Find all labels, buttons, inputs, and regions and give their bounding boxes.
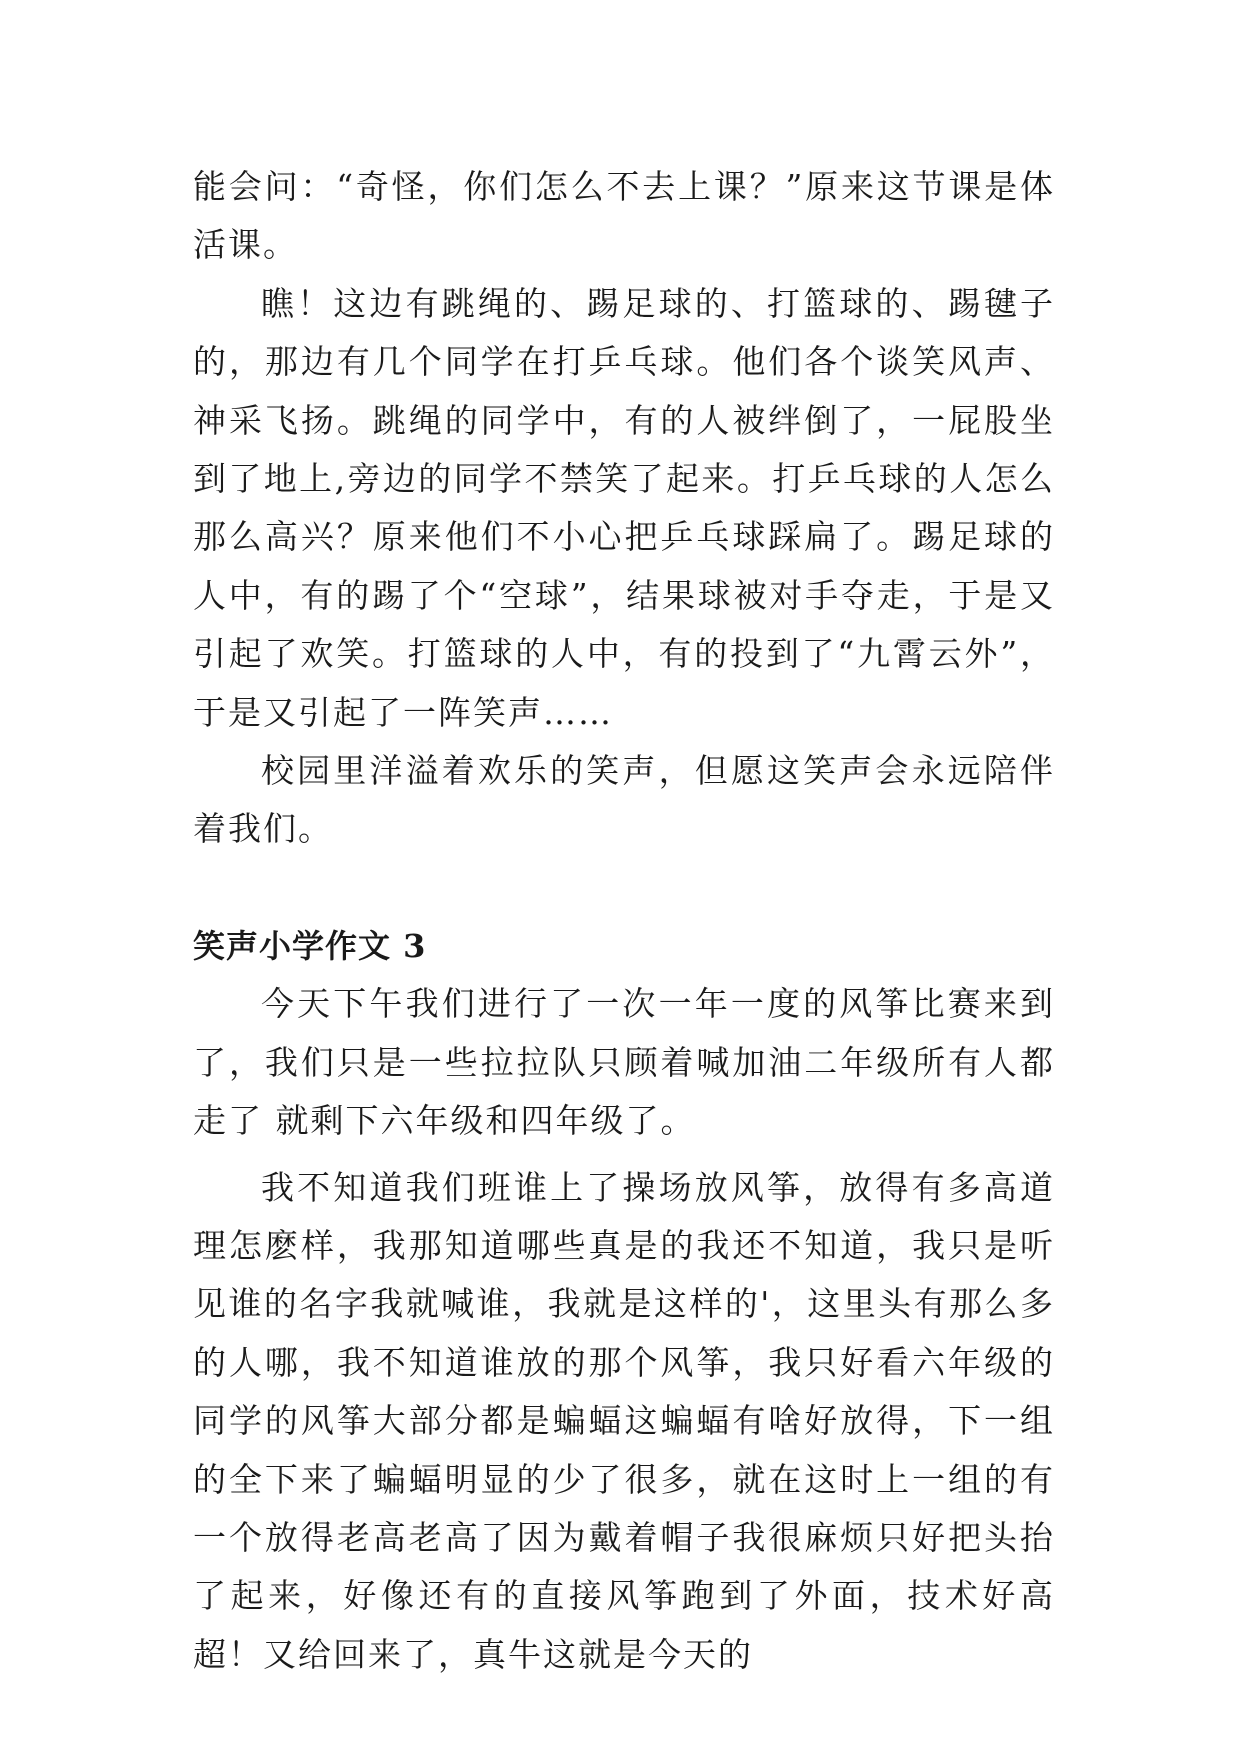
paragraph-kite-intro: 今天下午我们进行了一次一年一度的风筝比赛来到了，我们只是一些拉拉队只顾着喊加油二年级所有人都走了 就剩下六年级和四年级了。 [193,984,1055,1141]
paragraph-continuation: 能会问：“奇怪，你们怎么不去上课？”原来这节课是体活课。 [193,167,1055,265]
paragraph-closing: 校园里洋溢着欢乐的笑声，但愿这笑声会永远陪伴着我们。 [193,751,1055,849]
paragraph-playground: 瞧！这边有跳绳的、踢足球的、打篮球的、踢毽子的，那边有几个同学在打乒乓球。他们各个谈笑风声、神采飞扬。跳绳的同学中，有的人被绊倒了，一屁股坐到了地上,旁边的同学不禁笑了起来。打乒乓球的人怎么那么高兴？原来他们不小心把乒乓球踩扁了。踢足球的人中，有的踢了个“空球”，结果球被对手夺走，于是又引起了欢笑。打篮球的人中，有的投到了“九霄云外”，于是又引起了一阵笑声…… [193,283,1055,732]
paragraph-kite-story: 我不知道我们班谁上了操场放风筝，放得有多高道理怎麽样，我那知道哪些真是的我还不知道，我只是听见谁的名字我就喊谁，我就是这样的'，这里头有那么多的人哪，我不知道谁放的那个风筝，我只好看六年级的同学的风筝大部分都是蝙蝠这蝙蝠有啥好放得，下一组的全下来了蝙蝠明显的少了很多，就在这时上一组的有一个放得老高老高了因为戴着帽子我很麻烦只好把头抬了起来，好像还有的直接风筝跑到了外面，技术好高超！又给回来了，真牛这就是今天的 [193,1167,1055,1674]
document-page [193,158,1055,1684]
section-title: 笑声小学作文 3 [193,926,427,965]
